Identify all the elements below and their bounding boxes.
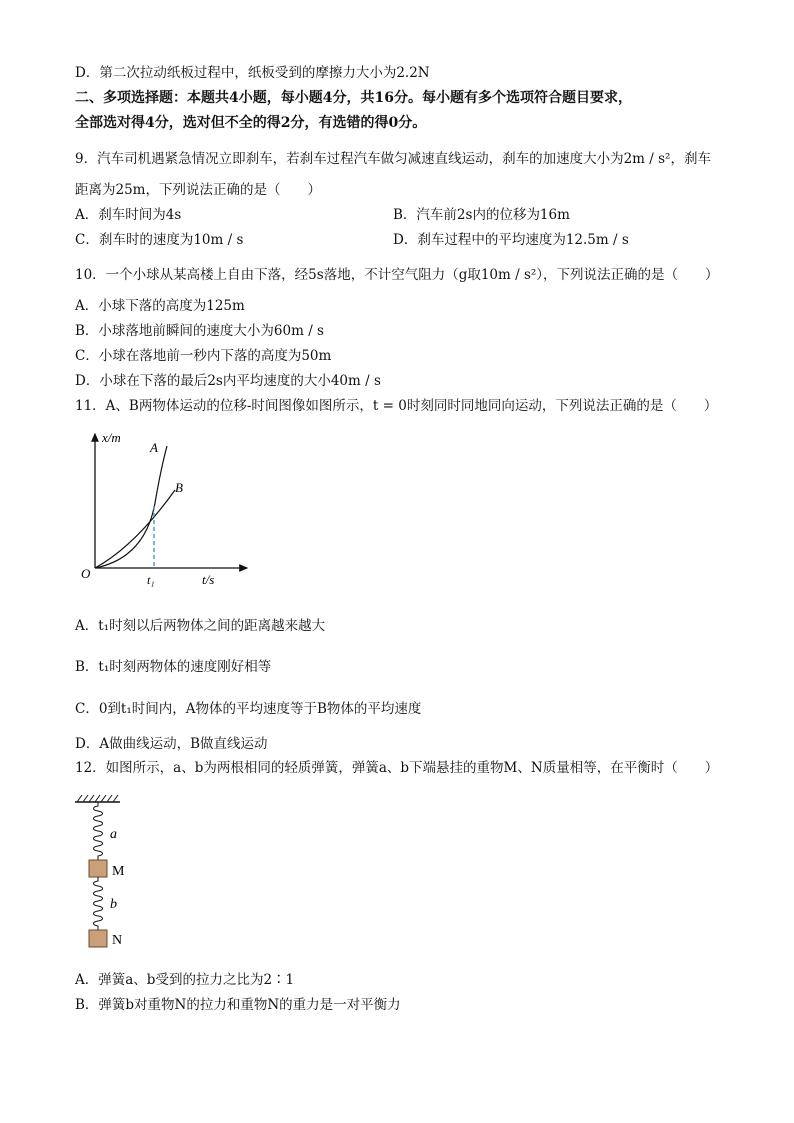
q10-option-d: D．小球在下落的最后2s内平均速度的大小40m / s [75,373,381,389]
mass-m-label: M [112,864,125,879]
q9-option-b: B．汽车前2s内的位移为16m [393,207,570,223]
q10-option-a: A．小球下落的高度为125m [75,298,245,314]
q8-option-d: D．第二次拉动纸板过程中，纸板受到的摩擦力大小为2.2N [75,65,430,81]
q9-option-c: C．刹车时的速度为10m / s [75,232,244,248]
q12-option-a: A．弹簧a、b受到的拉力之比为2∶1 [75,972,295,988]
q12-option-b: B．弹簧b对重物N的拉力和重物N的重力是一对平衡力 [75,997,401,1013]
q11-option-d: D．A做曲线运动，B做直线运动 [75,736,268,752]
q10-option-b: B．小球落地前瞬间的速度大小为60m / s [75,323,324,339]
ceiling-hatch [77,795,118,802]
section2-heading-line1: 二、多项选择题：本题共4小题，每小题4分，共16分。每小题有多个选项符合题目要求， [75,90,632,106]
q10-stem: 10．一个小球从某高楼上自由下落，经5s落地，不计空气阻力（g取10m / s²），下列说法正确的是（ ） [75,267,719,283]
q11-option-b: B．t₁时刻两物体的速度刚好相等 [75,659,272,675]
x-axis-label: t/s [202,572,215,587]
spring-b [94,877,103,930]
q10-option-c: C．小球在落地前一秒内下落的高度为50m [75,348,332,364]
spring-a-label: a [110,827,117,842]
curve-a [95,446,167,568]
line-b-label: B [175,480,183,495]
q11-stem: 11．A、B两物体运动的位移-时间图像如图所示，t = 0时刻同时同地同向运动，下列说法正确的是（ ） [75,398,718,414]
q11-graph [75,428,255,588]
t1-tick-label: t₁ [147,573,155,587]
q11-option-c: C．0到t₁时间内，A物体的平均速度等于B物体的平均速度 [75,701,422,717]
q9-option-d: D．刹车过程中的平均速度为12.5m / s [393,232,629,248]
q12-stem: 12．如图所示，a、b为两根相同的轻质弹簧，弹簧a、b下端悬挂的重物M、N质量相等，在平衡时（ ） [75,760,719,776]
curve-a-label: A [150,440,158,455]
y-axis-label: x/m [102,430,121,445]
line-b [95,490,175,568]
spring-a [94,802,103,860]
q9-stem-line1: 9．汽车司机遇紧急情况立即刹车，若刹车过程汽车做匀减速直线运动，刹车的加速度大小为2m / s²，刹车 [75,151,711,167]
mass-m [89,860,107,877]
section2-heading-line2: 全部选对得4分，选对但不全的得2分，有选错的得0分。 [75,115,427,131]
mass-n [89,930,107,947]
q11-option-a: A．t₁时刻以后两物体之间的距离越来越大 [75,618,326,634]
mass-n-label: N [112,933,123,948]
spring-b-label: b [110,897,117,912]
q9-option-a: A．刹车时间为4s [75,207,182,223]
q9-stem-line2: 距离为25m，下列说法正确的是（ ） [75,182,321,198]
origin-label: O [81,566,91,581]
q12-figure [70,790,160,950]
